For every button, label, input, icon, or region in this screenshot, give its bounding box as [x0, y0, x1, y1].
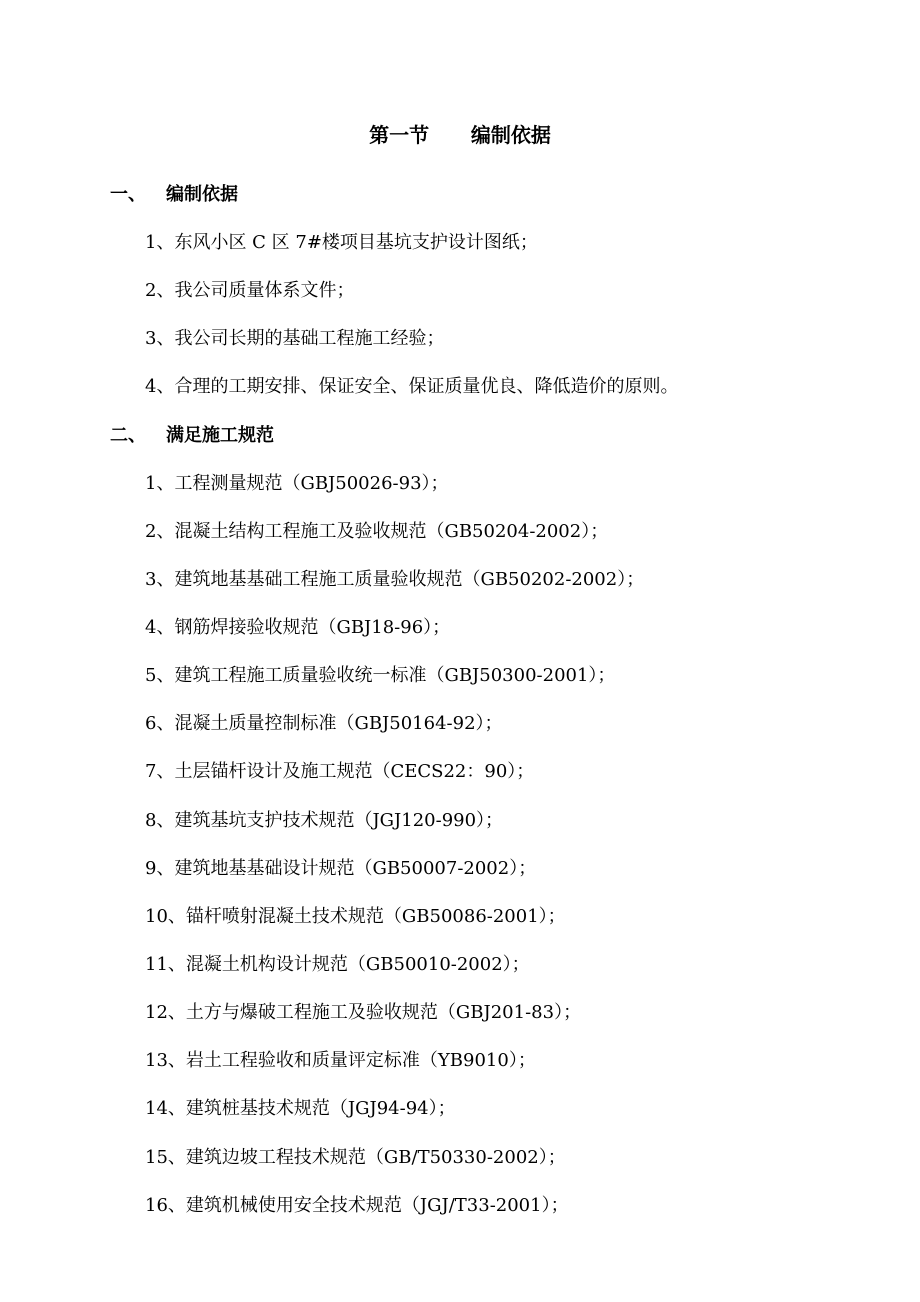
list-item: 4、合理的工期安排、保证安全、保证质量优良、降低造价的原则。 [145, 376, 679, 397]
section-heading-1 [110, 180, 238, 210]
list-item: 14、建筑桩基技术规范（JGJ94-94）； [145, 1098, 456, 1119]
list-item: 1、东风小区 C 区 7#楼项目基坑支护设计图纸； [145, 232, 538, 253]
section-heading-2 [110, 421, 274, 451]
list-item: 9、建筑地基基础设计规范（GB50007-2002）； [145, 858, 537, 879]
list-item: 2、我公司质量体系文件； [145, 280, 355, 301]
list-item: 1、工程测量规范（GBJ50026-93）； [145, 473, 449, 494]
list-item: 3、建筑地基基础工程施工质量验收规范（GB50202-2002）； [145, 569, 645, 590]
list-item: 2、混凝土结构工程施工及验收规范（GB50204-2002）； [145, 521, 609, 542]
page-title: 第一节 编制依据 [369, 123, 551, 147]
list-item: 3、我公司长期的基础工程施工经验； [145, 328, 445, 349]
section-title-1: 编制依据 [166, 184, 238, 205]
list-item: 16、建筑机械使用安全技术规范（JGJ/T33-2001）； [145, 1195, 569, 1216]
section-number-2: 二、 [110, 425, 146, 446]
list-item: 10、锚杆喷射混凝土技术规范（GB50086-2001）； [145, 906, 566, 927]
list-item: 15、建筑边坡工程技术规范（GB/T50330-2002）； [145, 1147, 566, 1168]
list-item: 4、钢筋焊接验收规范（GBJ18-96）； [145, 617, 451, 638]
section-number-1: 一、 [110, 184, 146, 205]
list-item: 7、土层锚杆设计及施工规范（CECS22：90）； [145, 761, 535, 782]
list-item: 12、土方与爆破工程施工及验收规范（GBJ201-83）； [145, 1002, 582, 1023]
section-title-2: 满足施工规范 [166, 425, 274, 446]
list-item: 8、建筑基坑支护技术规范（JGJ120-990）； [145, 810, 504, 831]
list-item: 6、混凝土质量控制标准（GBJ50164-92）； [145, 713, 503, 734]
list-item: 13、岩土工程验收和质量评定标准（YB9010）； [145, 1050, 536, 1071]
list-item: 5、建筑工程施工质量验收统一标准（GBJ50300-2001）； [145, 665, 616, 686]
list-item: 11、混凝土机构设计规范（GB50010-2002）； [145, 954, 530, 975]
